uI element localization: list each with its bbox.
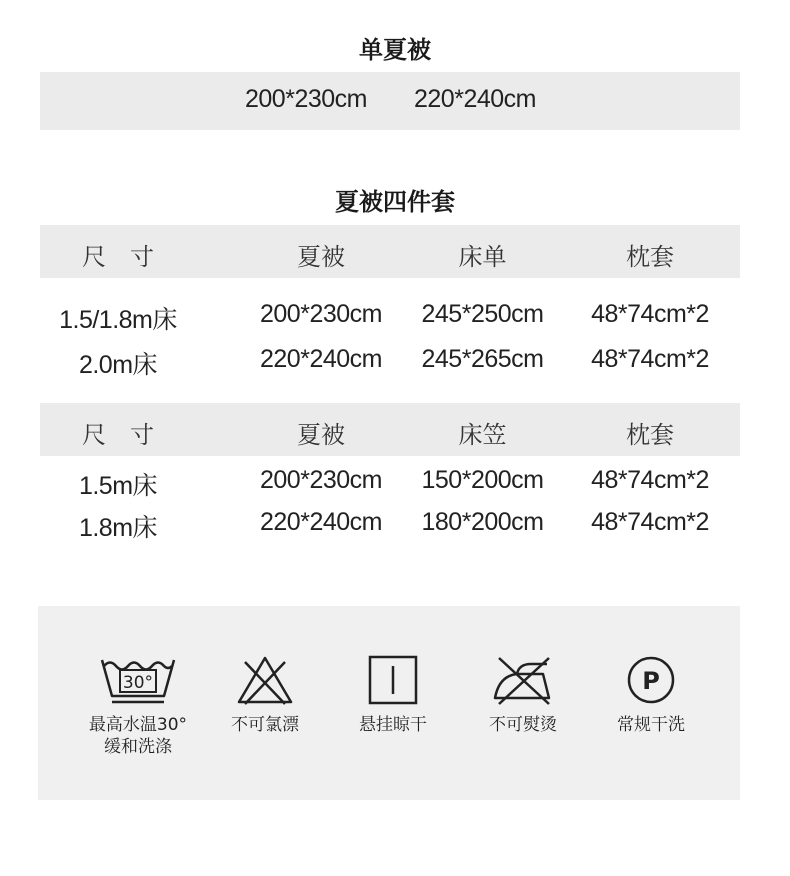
pillowcase-size: 48*74cm*2 <box>591 466 709 494</box>
wash-temp-badge: 30° <box>122 673 154 693</box>
fitted-sheet-size: 180*200cm <box>421 508 544 536</box>
dry-clean-badge: P <box>642 667 660 695</box>
size-value: 220*240cm <box>414 85 536 113</box>
size-value: 200*230cm <box>245 85 367 113</box>
care-label: 悬挂晾干 <box>359 715 427 735</box>
sheet-size: 245*250cm <box>421 300 544 328</box>
pillowcase-size: 48*74cm*2 <box>591 345 709 373</box>
header-size: 尺 寸 <box>82 422 154 449</box>
care-label-line: 缓和洗涤 <box>104 737 172 757</box>
care-instructions-panel <box>38 606 740 800</box>
sheet-size: 245*265cm <box>421 345 544 373</box>
care-label-line: 最高水温30° <box>88 715 188 735</box>
no-iron-icon <box>491 654 555 706</box>
quilt-size: 200*230cm <box>260 300 382 328</box>
dry-clean-p-icon <box>625 654 677 706</box>
header-sheet: 床单 <box>458 244 507 271</box>
header-quilt: 夏被 <box>297 244 345 271</box>
care-item-line-dry <box>318 654 468 736</box>
care-item-dry-clean <box>576 654 726 736</box>
bed-size: 2.0m床 <box>78 351 158 379</box>
single-quilt-title: 单夏被 <box>359 36 431 64</box>
header-fitted-sheet: 床笠 <box>458 422 507 449</box>
no-bleach-icon <box>235 654 295 706</box>
header-quilt: 夏被 <box>297 422 345 449</box>
header-pillowcase: 枕套 <box>626 244 674 271</box>
quilt-size: 220*240cm <box>260 508 382 536</box>
bed-size: 1.5m床 <box>78 472 158 500</box>
bed-size: 1.8m床 <box>78 514 158 542</box>
four-piece-title: 夏被四件套 <box>335 188 455 216</box>
pillowcase-size: 48*74cm*2 <box>591 508 709 536</box>
quilt-size: 220*240cm <box>260 345 382 373</box>
fitted-sheet-size: 150*200cm <box>421 466 544 494</box>
quilt-size: 200*230cm <box>260 466 382 494</box>
care-label: 不可熨烫 <box>489 715 557 735</box>
header-pillowcase: 枕套 <box>626 422 674 449</box>
line-dry-icon <box>367 654 419 706</box>
pillowcase-size: 48*74cm*2 <box>591 300 709 328</box>
single-quilt-size-row <box>40 72 740 130</box>
care-label: 不可氯漂 <box>231 715 299 735</box>
wash-30-gentle-icon <box>100 654 176 706</box>
bed-size: 1.5/1.8m床 <box>59 306 177 334</box>
header-size: 尺 寸 <box>82 244 154 271</box>
care-label: 常规干洗 <box>617 715 685 735</box>
